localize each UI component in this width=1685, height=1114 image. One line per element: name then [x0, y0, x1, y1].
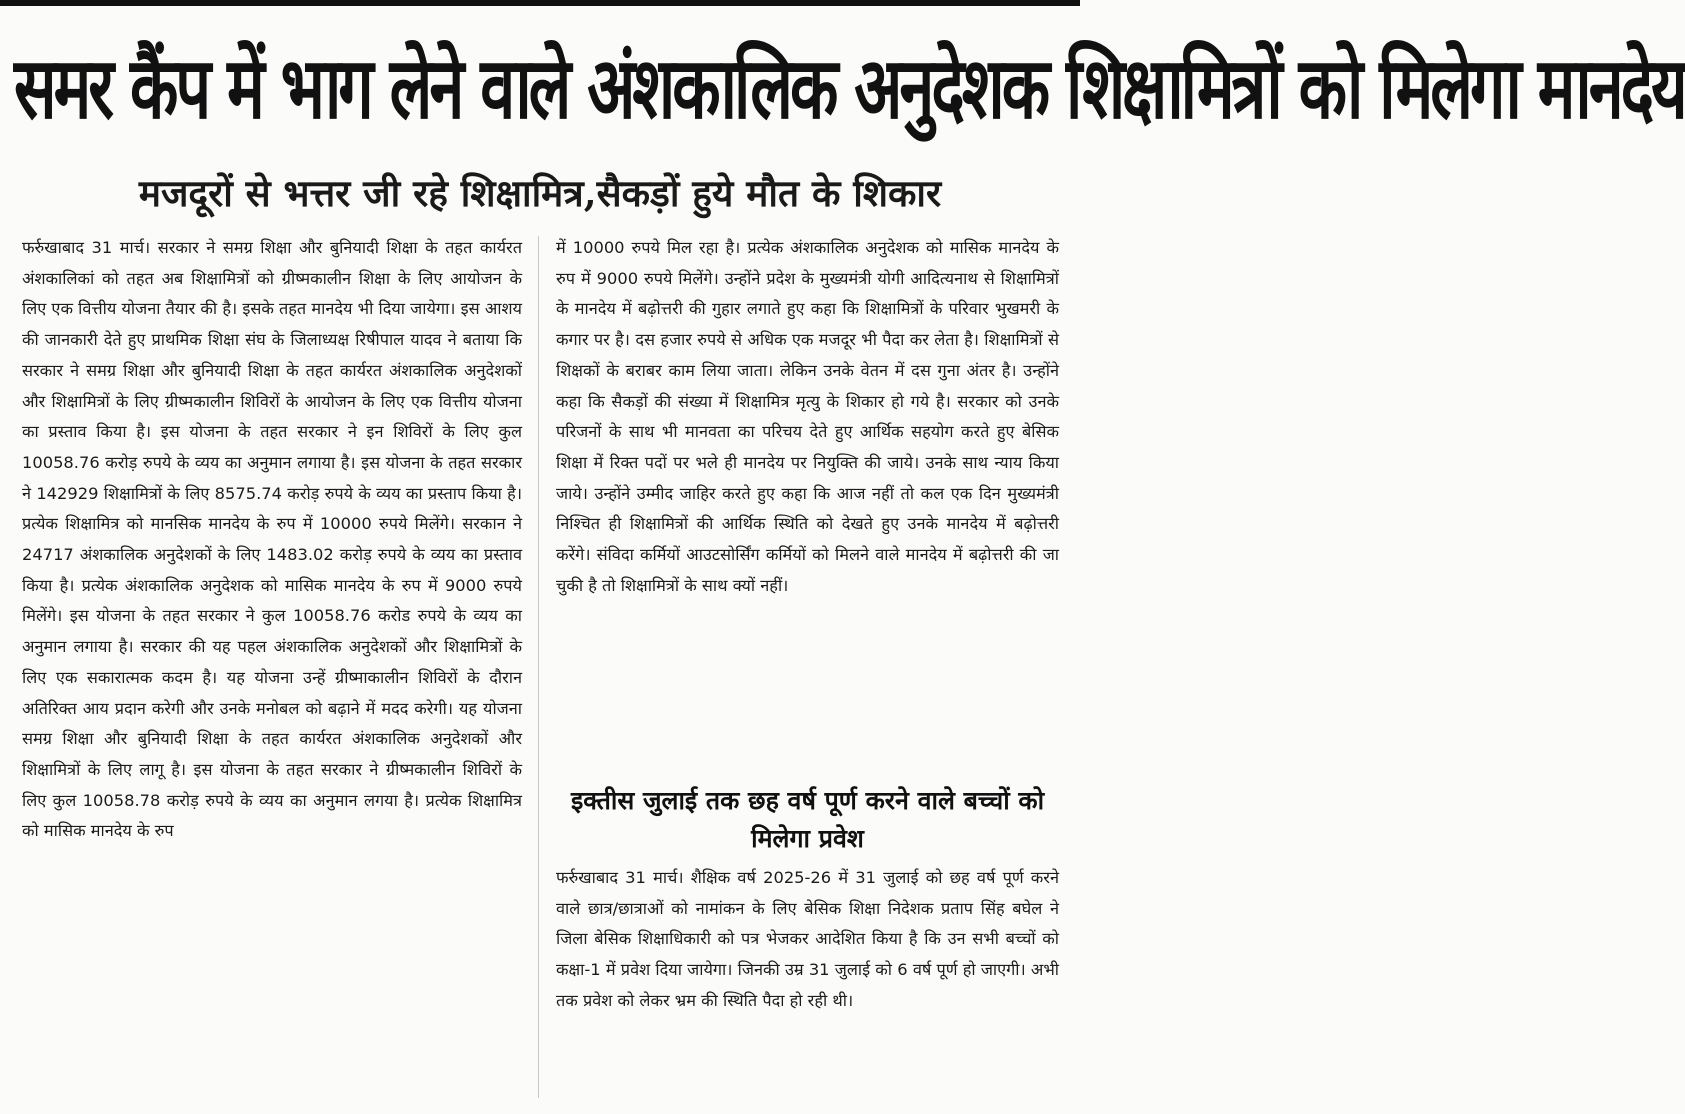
article-body-right: में 10000 रुपये मिल रहा है। प्रत्येक अंशकालिक अनुदेशक को मासिक मानदेय के रुप में 9000 रुपये मिलेंगे। उन्होंने प्रदेश के मुख्यमंत्री योगी आदित्यनाथ से शिक्षामित्रों के मानदेय में बढ़ोत्तरी की गुहार लगाते हुए कहा कि शिक्षामित्रों के परिवार भुखमरी के कगार पर है। दस हजार रुपये से अधिक एक मजदूर भी पैदा कर लेता है। शिक्षामित्रों से शिक्षकों के बराबर काम लिया जाता। लेकिन उनके वेतन में दस गुना अंतर है। उन्होंने कहा कि सैकड़ों की संख्या में शिक्षामित्र मृत्यु के शिकार हो गये है। सरकार को उनके परिजनों के साथ भी मानवता का परिचय देते हुए आर्थिक सहयोग करते हुए बेसिक शिक्षा में रिक्त पदों पर भले ही मानदेय पर नियुक्ति की जाये। उनके साथ न्याय किया जाये। उन्होंने उम्मीद जाहिर करते हुए कहा कि आज नहीं तो कल एक दिन मुख्यमंत्री निश्चित ही शिक्षामित्रों की आर्थिक स्थिति को देखते हुए उनके मानदेय में बढ़ोत्तरी करेंगे। संविदा कर्मियों आउटसोर्सिंग कर्मियों को मिलने वाले मानदेय में बढ़ोत्तरी की जा चुकी है तो शिक्षामित्रों के साथ क्यों नहीं।	[556, 238, 1059, 595]
article-column-right	[556, 233, 1059, 601]
article-column-left	[22, 233, 522, 847]
second-article-headline: इक्तीस जुलाई तक छह वर्ष पूर्ण करने वाले बच्चों को मिलेगा प्रवेश	[570, 786, 1045, 853]
subheadline: मजदूरों से भत्तर जी रहे शिक्षामित्र,सैकड़ों हुये मौत के शिकार	[138, 171, 942, 215]
second-article-column	[556, 863, 1059, 1017]
second-article-body: फर्रुखाबाद 31 मार्च। शैक्षिक वर्ष 2025-26 में 31 जुलाई को छह वर्ष पूर्ण करने वाले छात्र/छात्राओं को नामांकन के लिए बेसिक शिक्षा निदेशक प्रताप सिंह बघेल ने जिला बेसिक शिक्षाधिकारी को पत्र भेजकर आदेशित किया है कि उन सभी बच्चों को कक्षा-1 में प्रवेश दिया जायेगा। जिनकी उम्र 31 जुलाई को 6 वर्ष पूर्ण हो जाएगी। अभी तक प्रवेश को लेकर भ्रम की स्थिति पैदा हो रही थी।	[556, 868, 1059, 1010]
article-body-left: फर्रुखाबाद 31 मार्च। सरकार ने समग्र शिक्षा और बुनियादी शिक्षा के तहत कार्यरत अंशकालिकां को तहत अब शिक्षामित्रों को ग्रीष्मकालीन शिक्षा के लिए आयोजन के लिए एक वित्तीय योजना तैयार की है। इसके तहत मानदेय भी दिया जायेगा। इस आशय की जानकारी देते हुए प्राथमिक शिक्षा संघ के जिलाध्यक्ष रिषीपाल यादव ने बताया कि सरकार ने समग्र शिक्षा और बुनियादी शिक्षा के तहत कार्यरत अंशकालिक अनुदेशकों और शिक्षामित्रों के लिए ग्रीष्मकालीन शिविरों के आयोजन के लिए एक वित्तीय योजना का प्रस्ताव किया है। इस योजना के तहत सरकार ने इन शिविरों के लिए कुल 10058.76 करोड़ रुपये के व्यय का अनुमान लगाया है। इस योजना के तहत सरकार ने 142929 शिक्षामित्रों के लिए 8575.74 करोड़ रुपये के व्यय का प्रस्ताप किया है। प्रत्येक शिक्षामित्र को मानसिक मानदेय के रुप में 10000 रुपये मिलेंगे। सरकान ने 24717 अंशकालिक अनुदेशकों के लिए 1483.02 करोड़ रुपये के व्यय का प्रस्ताव किया है। प्रत्येक अंशकालिक अनुदेशक को मासिक मानदेय के रुप में 9000 रुपये मिलेंगे। इस योजना के तहत सरकार ने कुल 10058.76 करोड रुपये के व्यय का अनुमान लगाया है। सरकार की यह पहल अंशकालिक अनुदेशकों और शिक्षामित्रों के लिए एक सकारात्मक कदम है। यह योजना उन्हें ग्रीष्माकालीन शिविरों के दौरान अतिरिक्त आय प्रदान करेगी और उनके मनोबल को बढ़ाने में मदद करेगी। यह योजना समग्र शिक्षा और बुनियादी शिक्षा के तहत कार्यरत अंशकालिक अनुदेशकों और शिक्षामित्रों के लिए लागू है। इस योजना के तहत सरकार ने ग्रीष्मकालीन शिविरों के लिए कुल 10058.78 करोड़ रुपये के व्यय का अनुमान लगया है। प्रत्येक शिक्षामित्र को मासिक मानदेय के रुप	[22, 238, 522, 841]
column-divider	[538, 236, 539, 1098]
headline: समर कैंप में भाग लेने वाले अंशकालिक अनुदेशक शिक्षामित्रों को मिलेगा मानदेय	[14, 39, 1685, 138]
top-border-rule	[0, 0, 1080, 6]
